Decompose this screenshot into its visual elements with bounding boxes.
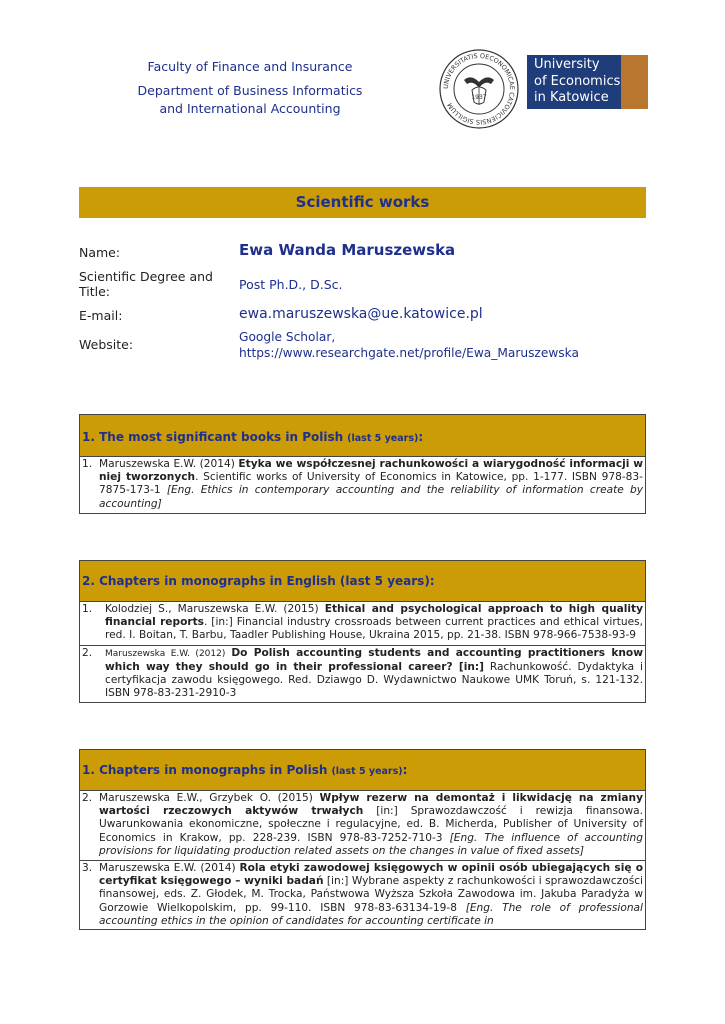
item-title: Wpływ rezerw na demontaż i likwidację na zmiany wartości rzeczowych aktywów trwałych [99, 792, 643, 818]
degree-label-line-2: Title: [79, 284, 110, 299]
item-title: Etyka we współczesnej rachunkowości a wiarygodność informacji w niej tworzonych [99, 458, 643, 484]
department-line-1: Department of Business Informatics [137, 83, 363, 98]
item-details: [in:] Wybrane aspekty z rachunkowości i sprawozdawczości finansowej, eds. Z. Głodek, M. Trocka, Państwowa Wyższa Szkoła Zawodowa im. Jakuba Paradyża w Gorzowie Wielkopolskim, pp. 99-110. ISBN 978-83-63134-19-8 [99, 875, 643, 914]
item-english-note: [Eng. The influence of accounting provisions for liquidating production related assets on the changes in value of fixed assets] [99, 831, 643, 857]
list-item [80, 861, 645, 930]
item-authors: Kolodziej S., Maruszewska E.W. (2015) [105, 603, 319, 615]
section-chapters-english [79, 560, 646, 703]
item-authors: Maruszewska E.W., Grzybek O. (2015) [99, 792, 313, 804]
google-scholar-link[interactable]: Google Scholar, [239, 330, 336, 344]
item-authors: Maruszewska E.W. (2014) [99, 458, 235, 470]
item-authors: Maruszewska E.W. (2014) [99, 862, 236, 875]
department-line-2: and International Accounting [159, 101, 341, 116]
degree-value: Post Ph.D., D.Sc. [239, 277, 343, 292]
degree-label-line-1: Scientific Degree and [79, 269, 213, 284]
item-number: 1. [82, 603, 93, 615]
list-item [80, 602, 645, 646]
item-text [99, 646, 645, 703]
email-link[interactable]: ewa.maruszewska@ue.katowice.pl [239, 306, 483, 322]
page-title: Scientific works [79, 187, 646, 218]
section-title-note: (last 5 years) [347, 433, 419, 444]
item-title: Rola etyki zawodowej księgowych w opinii osób ubiegających się o certyfikat księgowego – wyniki badań [99, 862, 643, 888]
item-text [99, 791, 645, 860]
logo-line-3: in Katowice [534, 90, 609, 105]
section-title-colon: : [402, 763, 408, 777]
item-number: 2. [82, 792, 93, 804]
item-details: . [in:] Financial industry crossroads between current practices and ethical virtues, red. I. Boitan, T. Barbu, Taadler Publishing House, Ukraina 2015, pp. 21-38. ISBN 978-966-7538-93-9 [105, 616, 643, 642]
university-seal-icon [438, 48, 520, 130]
section-books-polish [79, 414, 646, 514]
item-text [99, 602, 645, 645]
item-text [99, 861, 645, 930]
name-label: Name: [79, 245, 121, 260]
section-title-colon: : [418, 430, 424, 444]
logo-accent-bar [621, 55, 648, 109]
item-title: Do Polish accounting students and accounting practitioners know which way they should go in their professional career? [in:] [105, 646, 643, 673]
section-chapters-polish [79, 749, 646, 930]
item-english-note: [Eng. The role of professional accounting ethics in the opinion of candidates for accounting certificate in [99, 901, 643, 927]
item-details: . Scientific works of University of Economics in Katowice, pp. 1-177. ISBN 978-83-7875-173-1 [99, 471, 643, 497]
section-title: 1. Chapters in monographs in Polish [82, 763, 328, 777]
seal-ring-text: UNIVERSITATIS OECONOMICAE CATOVICIENSIS SIGILLUM [441, 51, 517, 127]
seal-year: 1937 [471, 94, 487, 101]
item-number: 1. [82, 458, 93, 470]
section-header [80, 750, 645, 791]
section-title: 1. The most significant books in Polish [82, 430, 344, 444]
website-label: Website: [79, 337, 134, 352]
section-header [80, 415, 645, 457]
item-details: [in:] Sprawozdawczość i rewizja finansowa. Uwarunkowania ekonomiczne, społeczne i regulacyjne, ed. B. Micherda, Publisher of University of Economics in Krakow, pp. 228-239. ISBN 978-83-7252-710-3 [99, 805, 643, 844]
item-authors: Maruszewska E.W. (2012) [105, 648, 226, 659]
logo-line-1: University [534, 57, 600, 72]
section-header: 2. Chapters in monographs in English (last 5 years): [80, 561, 645, 602]
item-title: Ethical and psychological approach to high quality financial reports [105, 603, 644, 629]
list-item [80, 457, 645, 513]
item-english-note: [Eng. Ethics in contemporary accounting and the reliability of information create by accounting] [99, 484, 643, 510]
website-links [239, 329, 579, 361]
university-logo [527, 55, 621, 109]
list-item [80, 791, 645, 861]
faculty-name: Faculty of Finance and Insurance [147, 59, 353, 74]
researchgate-link[interactable]: https://www.researchgate.net/profile/Ewa_Maruszewska [239, 346, 579, 360]
list-item [80, 646, 645, 703]
item-number: 3. [82, 862, 93, 875]
name-value: Ewa Wanda Maruszewska [239, 241, 456, 259]
item-details: Rachunkowość. Dydaktyka i certyfikacja zawodu księgowego. Red. Dziawgo D. Wydawnictwo Naukowe UMK Toruń, s. 121-132. ISBN 978-83-231-2910-3 [105, 660, 643, 700]
item-number: 2. [82, 646, 93, 659]
email-label: E-mail: [79, 308, 123, 323]
item-text [99, 457, 645, 513]
department-header [120, 58, 380, 118]
section-title-note: (last 5 years) [331, 766, 403, 777]
logo-line-2: of Economics [534, 73, 621, 89]
degree-label [79, 269, 213, 299]
